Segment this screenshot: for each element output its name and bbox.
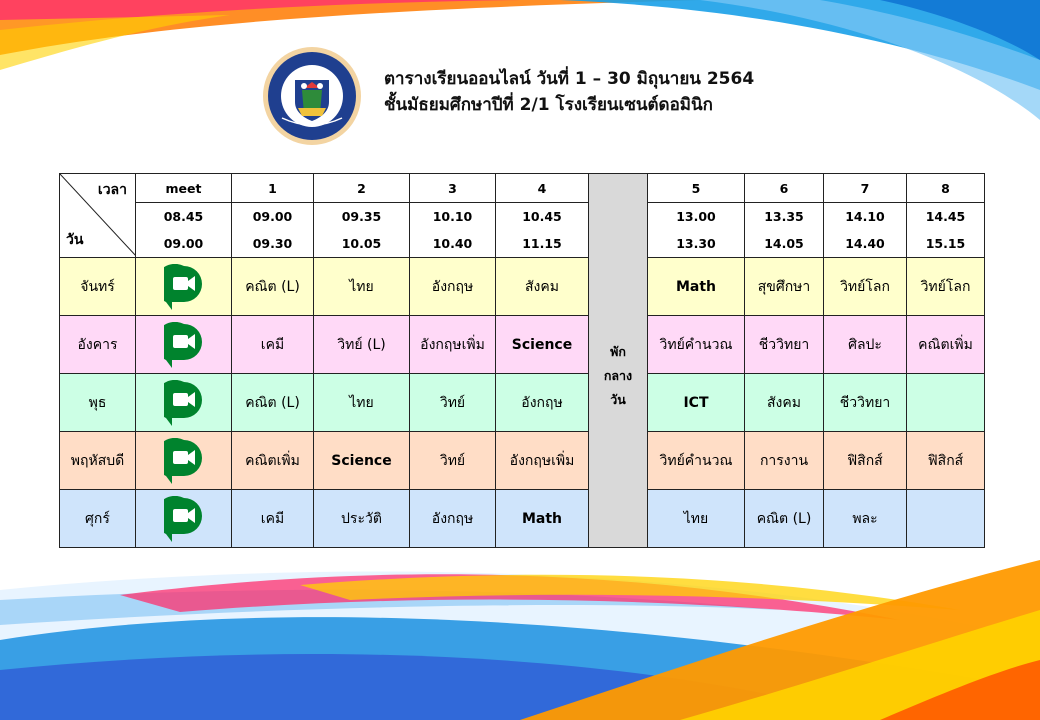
- start-time: 09.35: [314, 203, 410, 231]
- lunch-break-column: [589, 174, 648, 548]
- subject-cell: เคมี: [232, 316, 314, 374]
- subject-cell: คณิต (L): [232, 374, 314, 432]
- end-time: 11.15: [496, 230, 589, 258]
- google-meet-icon[interactable]: [164, 380, 204, 426]
- subject-cell: คณิต (L): [232, 258, 314, 316]
- end-time: 09.30: [232, 230, 314, 258]
- day-name: พฤหัสบดี: [60, 432, 136, 490]
- subject-cell: ไทย: [314, 258, 410, 316]
- end-time: 14.05: [745, 230, 824, 258]
- day-row-friday: [60, 490, 985, 548]
- meet-link-cell[interactable]: [136, 374, 232, 432]
- subject-cell: วิทย์ (L): [314, 316, 410, 374]
- period-header: 4: [496, 174, 589, 203]
- meet-link-cell[interactable]: [136, 490, 232, 548]
- end-time: 10.40: [410, 230, 496, 258]
- end-time: 15.15: [907, 230, 985, 258]
- subject-cell: ชีววิทยา: [824, 374, 907, 432]
- subject-cell: Math: [648, 258, 745, 316]
- subject-cell: วิทย์: [410, 374, 496, 432]
- period-header: 1: [232, 174, 314, 203]
- end-time: 10.05: [314, 230, 410, 258]
- subject-cell: พละ: [824, 490, 907, 548]
- subject-cell: Math: [496, 490, 589, 548]
- subject-cell: ฟิสิกส์: [907, 432, 985, 490]
- subject-cell: การงาน: [745, 432, 824, 490]
- end-time: 13.30: [648, 230, 745, 258]
- subject-cell: ศิลปะ: [824, 316, 907, 374]
- day-row-wednesday: [60, 374, 985, 432]
- start-time: 10.45: [496, 203, 589, 231]
- subject-cell: วิทย์: [410, 432, 496, 490]
- period-header: 8: [907, 174, 985, 203]
- start-time: 09.00: [232, 203, 314, 231]
- subject-cell: อังกฤษ: [410, 490, 496, 548]
- day-row-thursday: [60, 432, 985, 490]
- timetable: [59, 173, 985, 548]
- day-name: ศุกร์: [60, 490, 136, 548]
- lunch-line-1: พัก: [610, 343, 626, 359]
- google-meet-icon[interactable]: [164, 264, 204, 310]
- subject-cell: วิทย์คำนวณ: [648, 432, 745, 490]
- subject-cell: อังกฤษเพิ่ม: [410, 316, 496, 374]
- period-header: 3: [410, 174, 496, 203]
- subject-cell: คณิตเพิ่ม: [907, 316, 985, 374]
- period-header: 7: [824, 174, 907, 203]
- day-label: วัน: [66, 232, 84, 248]
- start-time: 13.35: [745, 203, 824, 231]
- day-row-tuesday: [60, 316, 985, 374]
- subject-cell-empty: [907, 490, 985, 548]
- start-time: 10.10: [410, 203, 496, 231]
- school-crest-logo: [262, 46, 362, 146]
- subject-cell: ไทย: [314, 374, 410, 432]
- google-meet-icon[interactable]: [164, 322, 204, 368]
- day-name: พุธ: [60, 374, 136, 432]
- start-time: 13.00: [648, 203, 745, 231]
- meet-link-cell[interactable]: [136, 316, 232, 374]
- period-header: 6: [745, 174, 824, 203]
- period-header: 5: [648, 174, 745, 203]
- title-line-2: ชั้นมัธยมศึกษาปีที่ 2/1 โรงเรียนเซนต์ดอมินิก: [384, 95, 713, 115]
- subject-cell: คณิต (L): [745, 490, 824, 548]
- time-label: เวลา: [97, 182, 127, 198]
- subject-cell: อังกฤษ: [496, 374, 589, 432]
- subject-cell: อังกฤษเพิ่ม: [496, 432, 589, 490]
- lunch-line-3: วัน: [610, 391, 626, 407]
- subject-cell: ไทย: [648, 490, 745, 548]
- start-time: 08.45: [136, 203, 232, 231]
- subject-cell: ชีววิทยา: [745, 316, 824, 374]
- day-row-monday: [60, 258, 985, 316]
- start-time: 14.45: [907, 203, 985, 231]
- subject-cell: ประวัติ: [314, 490, 410, 548]
- meet-link-cell[interactable]: [136, 432, 232, 490]
- subject-cell: ฟิสิกส์: [824, 432, 907, 490]
- end-time: 09.00: [136, 230, 232, 258]
- subject-cell: อังกฤษ: [410, 258, 496, 316]
- day-name: จันทร์: [60, 258, 136, 316]
- subject-cell: สังคม: [496, 258, 589, 316]
- subject-cell-empty: [907, 374, 985, 432]
- subject-cell: สังคม: [745, 374, 824, 432]
- meet-header: meet: [136, 174, 232, 203]
- corner-header: [60, 174, 136, 258]
- subject-cell: ICT: [648, 374, 745, 432]
- subject-cell: คณิตเพิ่ม: [232, 432, 314, 490]
- end-time: 14.40: [824, 230, 907, 258]
- subject-cell: เคมี: [232, 490, 314, 548]
- period-header: 2: [314, 174, 410, 203]
- lunch-line-2: กลาง: [603, 367, 633, 383]
- google-meet-icon[interactable]: [164, 496, 204, 542]
- start-time: 14.10: [824, 203, 907, 231]
- subject-cell: สุขศึกษา: [745, 258, 824, 316]
- subject-cell: Science: [496, 316, 589, 374]
- meet-link-cell[interactable]: [136, 258, 232, 316]
- subject-cell: วิทย์คำนวณ: [648, 316, 745, 374]
- google-meet-icon[interactable]: [164, 438, 204, 484]
- subject-cell: วิทย์โลก: [824, 258, 907, 316]
- subject-cell: Science: [314, 432, 410, 490]
- title-line-1: ตารางเรียนออนไลน์ วันที่ 1 – 30 มิถุนายน 2564: [384, 69, 755, 89]
- subject-cell: วิทย์โลก: [907, 258, 985, 316]
- day-name: อังคาร: [60, 316, 136, 374]
- page-title: [384, 66, 754, 118]
